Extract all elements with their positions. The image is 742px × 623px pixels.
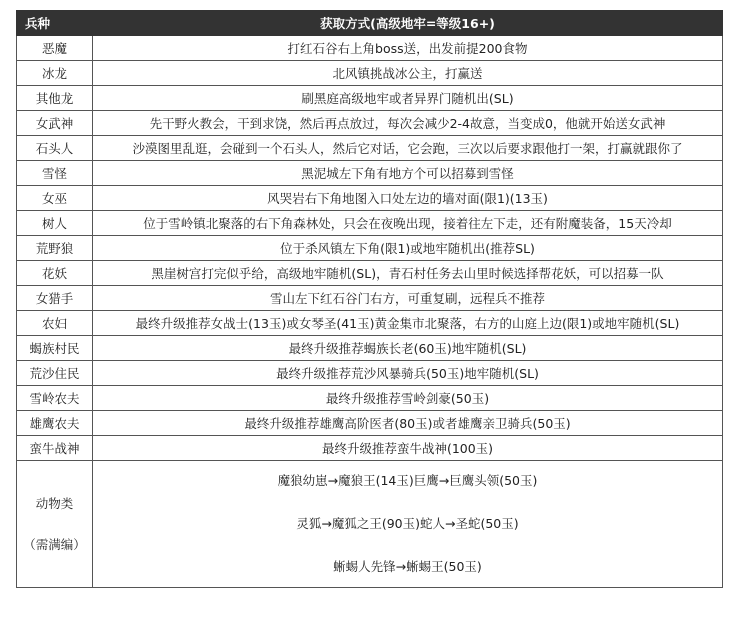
method-cell: 位于雪岭镇北聚落的右下角森林处，只会在夜晚出现，接着往左下走，还有附魔装备，15天冷却	[93, 211, 723, 236]
method-cell-animals	[93, 461, 723, 588]
table-row	[17, 186, 723, 211]
method-cell: 雪山左下红石谷门右方，可重复刷，远程兵不推荐	[93, 286, 723, 311]
unit-acquisition-table	[16, 10, 723, 588]
table-row	[17, 411, 723, 436]
unit-name-cell: 树人	[17, 211, 93, 236]
method-cell: 先干野火教会，干到求饶，然后再点放过，每次会减少2-4故意，当变成0，他就开始送女武神	[93, 111, 723, 136]
table-row	[17, 436, 723, 461]
unit-name-cell: 花妖	[17, 261, 93, 286]
animals-note: （需满编）	[23, 537, 86, 552]
table-row	[17, 261, 723, 286]
unit-name-cell-animals	[17, 461, 93, 588]
animal-upgrade-line: 灵狐→魔狐之王(90玉)蛇人→圣蛇(50玉)	[296, 516, 519, 531]
table-row	[17, 61, 723, 86]
table-row	[17, 361, 723, 386]
method-cell: 最终升级推荐女战士(13玉)或女琴圣(41玉)黄金集市北聚落，右方的山庭上边(限1)或地牢随机(SL)	[93, 311, 723, 336]
method-cell: 黑泥城左下角有地方个可以招募到雪怪	[93, 161, 723, 186]
unit-name-cell: 荒沙住民	[17, 361, 93, 386]
method-cell: 最终升级推荐蝎族长老(60玉)地牢随机(SL)	[93, 336, 723, 361]
column-header-method: 获取方式(高级地牢=等级16+)	[93, 11, 723, 36]
method-cell: 北风镇挑战冰公主，打赢送	[93, 61, 723, 86]
unit-name-cell: 荒野狼	[17, 236, 93, 261]
table-row	[17, 311, 723, 336]
table-row	[17, 136, 723, 161]
table-row	[17, 86, 723, 111]
method-cell: 沙漠图里乱逛，会碰到一个石头人，然后它对话，它会跑，三次以后要求跟他打一架，打赢就跟你了	[93, 136, 723, 161]
method-cell: 风哭岩右下角地图入口处左边的墙对面(限1)(13玉)	[93, 186, 723, 211]
unit-name-cell: 冰龙	[17, 61, 93, 86]
table-row	[17, 161, 723, 186]
unit-name-cell: 蛮牛战神	[17, 436, 93, 461]
unit-name-cell: 蝎族村民	[17, 336, 93, 361]
table-row	[17, 36, 723, 61]
method-cell: 打红石谷右上角boss送，出发前提200食物	[93, 36, 723, 61]
method-cell: 最终升级推荐雪岭剑豪(50玉)	[93, 386, 723, 411]
method-cell: 位于杀风镇左下角(限1)或地牢随机出(推荐SL)	[93, 236, 723, 261]
animals-name: 动物类	[35, 496, 74, 511]
table-row	[17, 336, 723, 361]
method-cell: 刷黑庭高级地牢或者异界门随机出(SL)	[93, 86, 723, 111]
unit-name-cell: 女猎手	[17, 286, 93, 311]
table-row	[17, 386, 723, 411]
unit-name-cell: 雄鹰农夫	[17, 411, 93, 436]
table-row	[17, 211, 723, 236]
table-row	[17, 236, 723, 261]
method-cell: 最终升级推荐蛮牛战神(100玉)	[93, 436, 723, 461]
unit-name-cell: 雪岭农夫	[17, 386, 93, 411]
table-row-animals	[17, 461, 723, 588]
unit-name-cell: 雪怪	[17, 161, 93, 186]
unit-name-cell: 石头人	[17, 136, 93, 161]
unit-name-cell: 恶魔	[17, 36, 93, 61]
table-row	[17, 286, 723, 311]
table-row	[17, 111, 723, 136]
unit-name-cell: 农妇	[17, 311, 93, 336]
table-header-row	[17, 11, 723, 36]
animal-upgrade-line: 魔狼幼崽→魔狼王(14玉)巨鹰→巨鹰头领(50玉)	[277, 473, 538, 488]
unit-name-cell: 其他龙	[17, 86, 93, 111]
animal-upgrade-line: 蜥蜴人先锋→蜥蜴王(50玉)	[333, 559, 482, 574]
method-cell: 最终升级推荐荒沙风暴骑兵(50玉)地牢随机(SL)	[93, 361, 723, 386]
unit-name-cell: 女巫	[17, 186, 93, 211]
method-cell: 黑崖树宫打完似乎给，高级地牢随机(SL)，青石村任务去山里时候选择帮花妖，可以招募一队	[93, 261, 723, 286]
column-header-unit: 兵种	[17, 11, 93, 36]
unit-name-cell: 女武神	[17, 111, 93, 136]
method-cell: 最终升级推荐雄鹰高阶医者(80玉)或者雄鹰亲卫骑兵(50玉)	[93, 411, 723, 436]
